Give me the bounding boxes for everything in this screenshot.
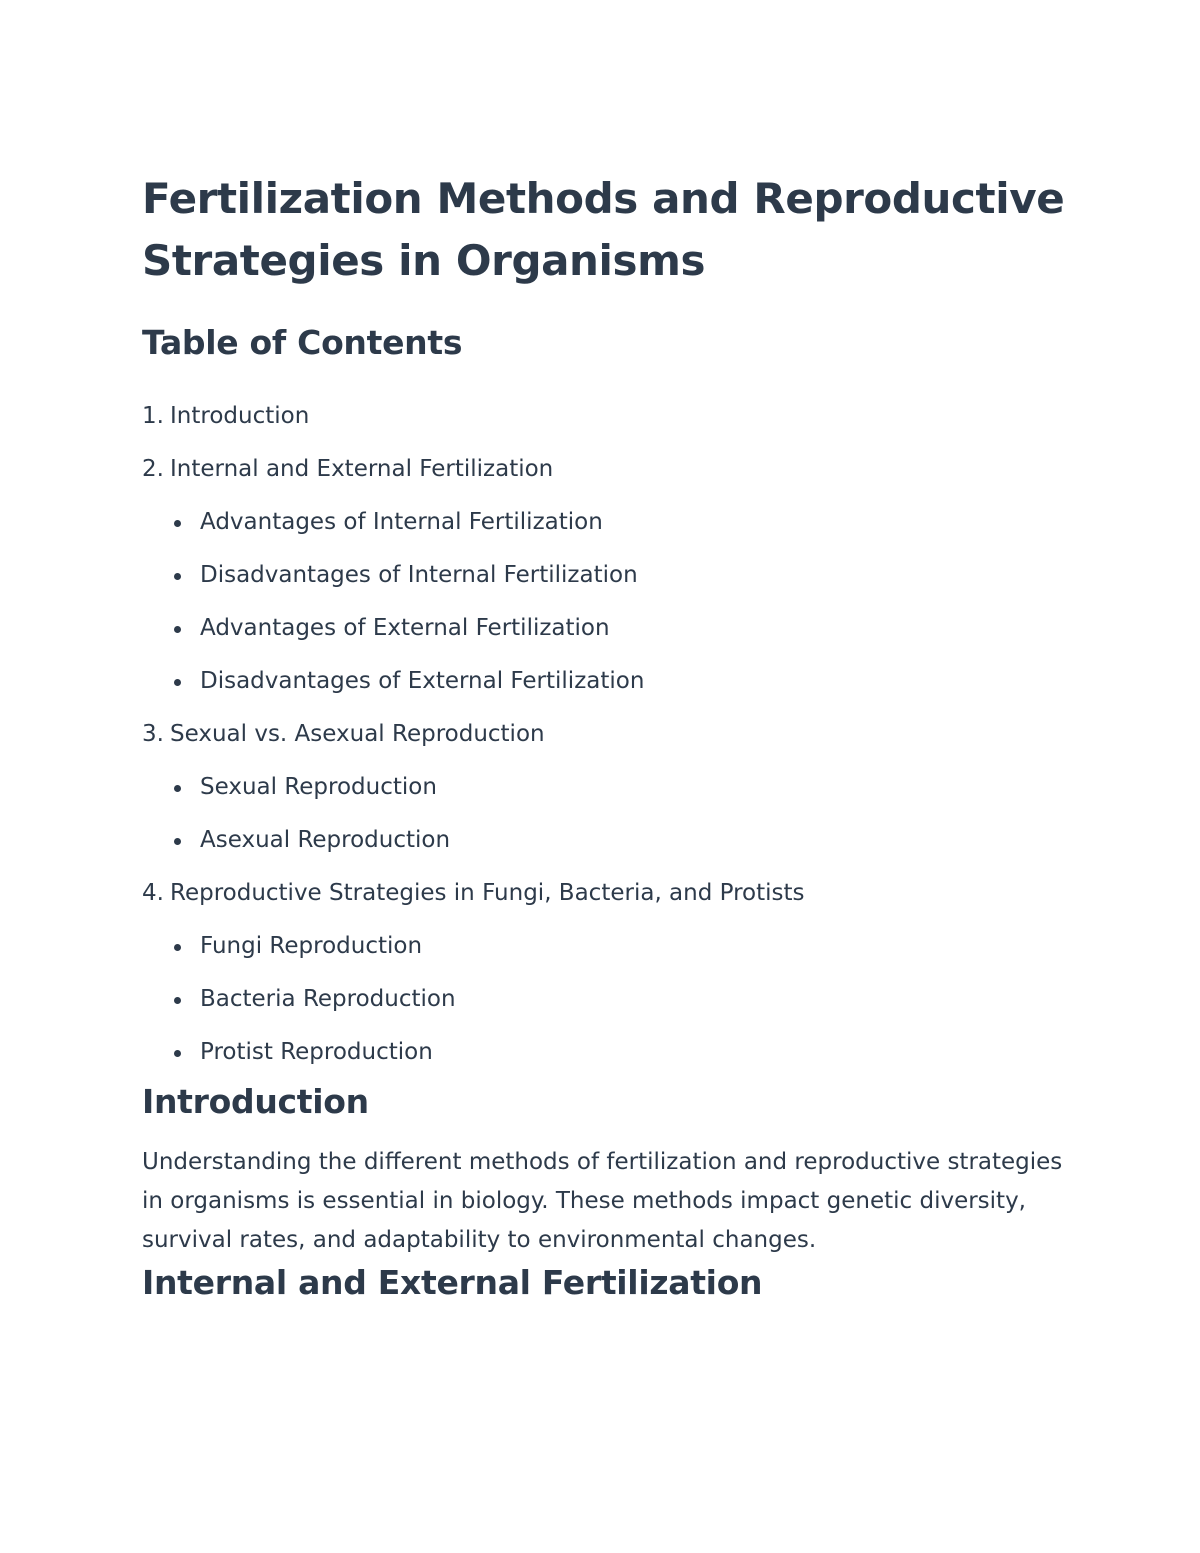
toc-subitem: Disadvantages of Internal Fertilization	[172, 549, 1082, 602]
toc-subitem: Advantages of External Fertilization	[172, 602, 1082, 655]
toc-item-number: 1.	[142, 403, 164, 429]
document-page	[142, 168, 1082, 1306]
toc-subitem: Bacteria Reproduction	[172, 973, 1082, 1026]
toc-subitem: Protist Reproduction	[172, 1026, 1082, 1079]
toc-sublist	[142, 496, 1082, 708]
toc-subitem: Asexual Reproduction	[172, 814, 1082, 867]
toc-item-reproductive-strategies	[142, 867, 1082, 1079]
toc-subitem: Fungi Reproduction	[172, 920, 1082, 973]
introduction-heading: Introduction	[142, 1082, 369, 1121]
toc-sublist	[142, 761, 1082, 867]
document-title: Fertilization Methods and Reproductive Strategies in Organisms	[142, 174, 1065, 285]
toc-subitem: Sexual Reproduction	[172, 761, 1082, 814]
toc-item-label: Introduction	[170, 403, 310, 429]
toc-item-number: 2.	[142, 456, 164, 482]
toc-sublist	[142, 920, 1082, 1079]
toc-item-introduction	[142, 390, 1082, 443]
toc-item-label: Sexual vs. Asexual Reproduction	[170, 721, 545, 747]
toc-item-internal-external-fertilization	[142, 443, 1082, 708]
toc-item-number: 3.	[142, 721, 164, 747]
introduction-paragraph: Understanding the different methods of fertilization and reproductive strategies in organisms is essential in biology. These methods impact genetic diversity, survival rates, and adaptability to environmental changes.	[142, 1149, 1063, 1253]
toc-heading: Table of Contents	[142, 323, 463, 362]
fertilization-heading: Internal and External Fertilization	[142, 1263, 763, 1302]
toc-item-number: 4.	[142, 880, 164, 906]
toc-subitem: Disadvantages of External Fertilization	[172, 655, 1082, 708]
toc-subitem: Advantages of Internal Fertilization	[172, 496, 1082, 549]
toc-item-label: Internal and External Fertilization	[170, 456, 554, 482]
toc-item-sexual-asexual	[142, 708, 1082, 867]
toc-item-label: Reproductive Strategies in Fungi, Bacteria, and Protists	[170, 880, 805, 906]
table-of-contents	[142, 390, 1082, 1079]
